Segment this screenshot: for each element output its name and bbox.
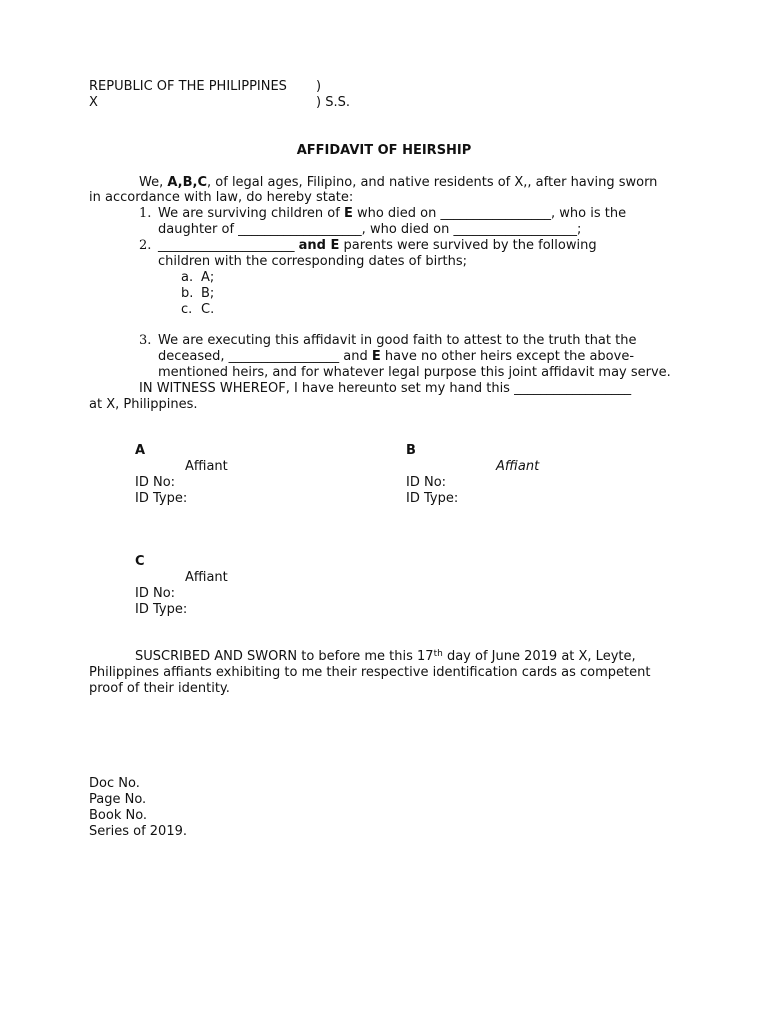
intro-names: A,B,C bbox=[167, 175, 208, 190]
item-3-text-b: have no other heirs except the above- bbox=[384, 349, 635, 364]
affiant-a-id-type: ID Type: bbox=[135, 491, 188, 506]
document-title: AFFIDAVIT OF HEIRSHIP bbox=[296, 143, 472, 158]
item-1-text-a: We are surviving children of bbox=[158, 206, 340, 221]
affiant-b-name: B bbox=[406, 443, 416, 458]
sub-item-a-text: A; bbox=[201, 270, 215, 285]
item-3-line1: We are executing this affidavit in good faith to attest to the truth that the bbox=[158, 333, 637, 348]
intro-line2: in accordance with law, do hereby state: bbox=[89, 190, 354, 205]
item-2-number: 2. bbox=[139, 238, 152, 253]
doc-no: Doc No. bbox=[89, 776, 140, 791]
item-3-number: 3. bbox=[139, 333, 152, 348]
affiant-b-role: Affiant bbox=[496, 459, 540, 474]
venue-ss: ) S.S. bbox=[316, 95, 350, 110]
item-1-text-b: who died on _________________, who is the bbox=[356, 206, 627, 221]
item-3-e: E bbox=[371, 349, 381, 364]
item-2-blank: _____________________ bbox=[158, 238, 295, 253]
jurat-line3: proof of their identity. bbox=[89, 681, 230, 696]
affiant-a-name: A bbox=[135, 443, 146, 458]
jurat-text-b: day of June 2019 at X, Leyte, bbox=[446, 649, 636, 664]
affiant-a-role: Affiant bbox=[185, 459, 228, 474]
sub-item-c-text: C. bbox=[201, 302, 215, 317]
affiant-c-id-type: ID Type: bbox=[135, 602, 188, 617]
item-1-line2: daughter of ___________________, who died on ___________________; bbox=[158, 222, 582, 237]
book-no: Book No. bbox=[89, 808, 148, 823]
jurat-line2: Philippines affiants exhibiting to me their respective identification cards as competent bbox=[89, 665, 651, 680]
venue-country: REPUBLIC OF THE PHILIPPINES bbox=[89, 79, 287, 94]
affiant-a-id-no: ID No: bbox=[135, 475, 176, 490]
item-1-e: E bbox=[343, 206, 353, 221]
affiant-b-id-type: ID Type: bbox=[406, 491, 459, 506]
item-1-line1 bbox=[158, 206, 626, 222]
item-3-text-a: deceased, _________________ and bbox=[158, 349, 368, 364]
affiant-c-name: C bbox=[135, 554, 145, 569]
witness-line2: at X, Philippines. bbox=[89, 397, 198, 412]
jurat-line1 bbox=[135, 649, 636, 665]
item-2-line2: children with the corresponding dates of births; bbox=[158, 254, 468, 269]
item-1-number: 1. bbox=[139, 206, 152, 221]
sub-item-a-label: a. bbox=[181, 270, 194, 285]
sub-item-b-text: B; bbox=[201, 286, 215, 301]
item-2-line1 bbox=[158, 238, 597, 254]
item-2-rest: parents were survived by the following bbox=[343, 238, 597, 253]
sub-item-c-label: c. bbox=[181, 302, 193, 317]
item-3-line3: mentioned heirs, and for whatever legal purpose this joint affidavit may serve. bbox=[158, 365, 671, 380]
jurat-text-a: SUSCRIBED AND SWORN to before me this 17 bbox=[135, 649, 434, 664]
page-no: Page No. bbox=[89, 792, 147, 807]
intro-line1 bbox=[139, 175, 657, 191]
item-2-and-e: and E bbox=[298, 238, 340, 253]
jurat-ordinal: th bbox=[433, 649, 443, 659]
intro-we: We, bbox=[139, 175, 164, 190]
affiant-b-id-no: ID No: bbox=[406, 475, 447, 490]
venue-city: X bbox=[89, 95, 98, 110]
witness-line1: IN WITNESS WHEREOF, I have hereunto set my hand this __________________ bbox=[139, 381, 632, 396]
affiant-c-id-no: ID No: bbox=[135, 586, 176, 601]
affiant-c-role: Affiant bbox=[185, 570, 228, 585]
series: Series of 2019. bbox=[89, 824, 187, 839]
venue-paren: ) bbox=[316, 79, 322, 94]
sub-item-b-label: b. bbox=[181, 286, 194, 301]
intro-rest: , of legal ages, Filipino, and native residents of X,, after having sworn bbox=[207, 175, 658, 190]
item-3-line2 bbox=[158, 349, 634, 365]
